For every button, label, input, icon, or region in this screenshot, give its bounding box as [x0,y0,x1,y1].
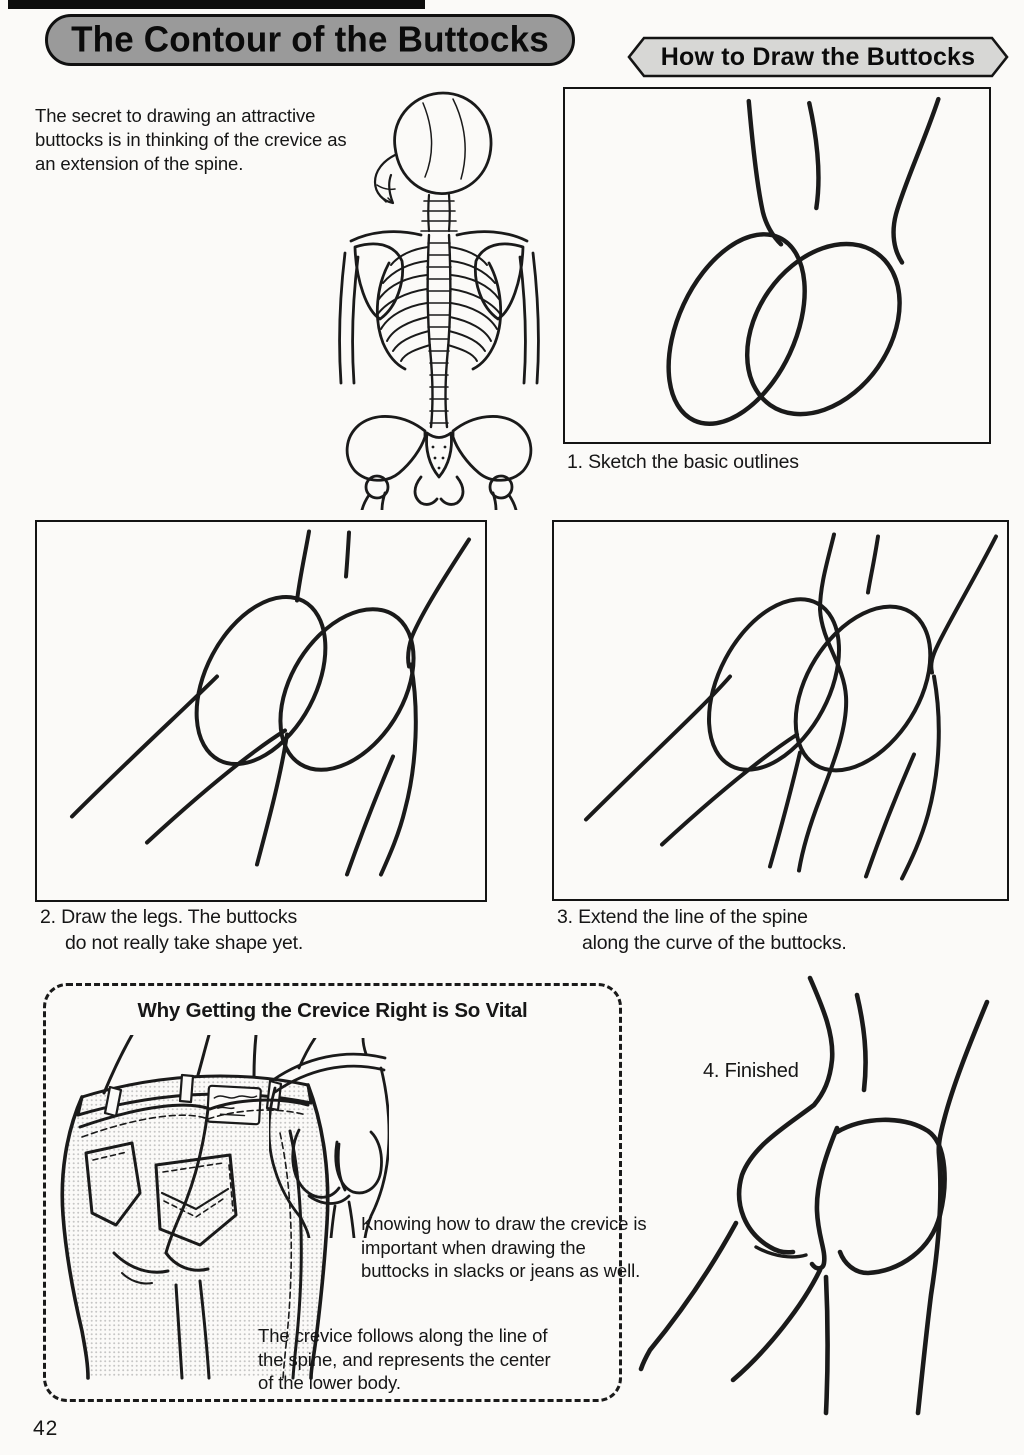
step1-basic-outline-sketch [565,89,989,442]
caption-line: 2. Draw the legs. The buttocks [40,906,298,928]
step3-panel [552,520,1009,901]
caption-line: along the curve of the buttocks. [582,931,847,954]
step4-caption: 4. Finished [703,1060,799,1082]
crevice-sidebar-box [43,983,647,1402]
step1-panel [563,87,991,444]
step3-spine-extended-sketch [554,522,1007,899]
step1-caption: 1. Sketch the basic outlines [567,451,799,473]
crevice-note-1: Knowing how to draw the crevice is important when drawing the buttocks in slacks or jeans as well. [361,1213,647,1282]
caption-line: 3. Extend the line of the spine [557,906,808,928]
bare-buttocks-illustration [269,1038,389,1238]
caption-line: do not really take shape yet. [65,931,304,954]
section-banner [627,36,1009,78]
crevice-box-title: Why Getting the Crevice Right is So Vital [137,999,528,1022]
page-title-banner [45,14,575,66]
step2-panel [35,520,487,902]
page-number: 42 [33,1417,59,1440]
skeleton-back-view-illustration [325,85,550,510]
step2-caption [40,905,303,956]
crevice-note-2: The crevice follows along the line of the spine, and represents the center of the lower body. [258,1325,551,1394]
scan-artifact-bar [8,0,425,9]
step4-finished-drawing [638,965,1024,1445]
step3-caption [557,905,847,956]
page-title: The Contour of the Buttocks [71,19,549,60]
intro-text: The secret to drawing an attractive buttocks is in thinking of the crevice as an extension of the spine. [35,105,347,175]
section-title: How to Draw the Buttocks [660,42,976,71]
step2-legs-sketch [37,522,485,900]
